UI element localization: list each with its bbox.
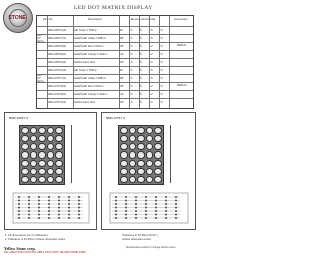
table-cell: 20 [139,84,142,88]
side-group-1: 1.26" 5x7 Matrix [36,34,44,43]
led-dot [47,168,55,175]
table-cell: 2.0 [129,84,133,88]
led-dot [55,160,63,167]
pin-diagram-left [11,191,91,227]
led-dot [129,127,137,134]
led-dot [47,176,55,183]
table-cell: 2.5 [159,76,163,80]
company-logo [3,3,33,33]
footer-company: Yellow Stone corp. [4,246,36,251]
led-dot [129,176,137,183]
led-dot [137,160,145,167]
led-dot [47,127,55,134]
led-dot [120,127,128,134]
table-cell: BMD-10657R(S) [47,44,67,48]
led-dot [154,127,162,134]
table-cell: 2.5 [159,60,163,64]
led-dot [154,160,162,167]
led-dot [38,135,46,142]
led-dot [21,135,29,142]
led-dot [38,160,46,167]
diagram-panel-left [4,112,97,230]
header-dimension: Dimension [174,17,188,21]
page-title: LED DOT MATRIX DISPLAY [74,5,153,11]
table-cell: 20 [139,36,142,40]
led-dot [21,127,29,134]
led-dot [38,176,46,183]
led-dot [137,176,145,183]
table-cell: GaAsP/GaP Red ± 635nm [73,44,104,48]
table-cell: BMD-10657Y(S) [47,36,67,40]
led-dot [47,151,55,158]
table-cell: BMD-10757G(S) [47,68,67,72]
table-cell: 1.2 [149,44,153,48]
led-dot [146,143,154,150]
led-dot [146,127,154,134]
table-column-line [139,16,140,108]
led-dot [30,160,38,167]
table-cell: 2.1 [129,28,133,32]
led-dot [137,135,145,142]
table-cell: 1.2 [149,84,153,88]
led-dot [154,151,162,158]
led-dot [21,160,29,167]
table-cell: 660 [119,100,124,104]
led-dot [129,143,137,150]
table-cell: BMD-10657D(S) [47,60,67,64]
table-cell: 2.5 [159,84,163,88]
table-cell: 2.1 [129,68,133,72]
table-cell: GaAsP/GaP Yellow ± 585nm [73,76,106,80]
table-cell: 1.5 [149,28,153,32]
header-part-no: Part No. [42,17,54,21]
led-dot [38,143,46,150]
table-cell: GaAsP/GaP Orange ± 610nm [73,52,108,56]
led-dot [21,176,29,183]
header-optical: Electro-optical Data [130,17,156,21]
table-cell: 4.0 [149,100,153,104]
led-dot [120,143,128,150]
dim-ref-1: BMD-01 [177,44,187,47]
led-dot [154,176,162,183]
table-cell: 2.5 [159,28,163,32]
diagram-panel-right [101,112,196,230]
table-column-line [159,16,160,108]
led-dot [154,143,162,150]
table-cell: 2.0 [129,44,133,48]
led-dot [47,135,55,142]
footer-contact: TEL:+886-2-XXXX-XXXX FAX:+886-2-XXXX-XXXX YELLOW STONE CORP. [4,251,86,254]
table-cell: 2.5 [159,44,163,48]
led-dot [55,151,63,158]
led-dot [137,127,145,134]
table-cell: 20 [139,100,142,104]
led-dot [30,143,38,150]
logo-text: STONE [8,15,26,21]
table-column-line [73,16,74,108]
dot-matrix-left [19,125,65,185]
table-column-line [149,16,150,108]
table-cell: 20 [139,76,142,80]
table-cell: 585 [119,76,124,80]
table-cell: 2.1 [129,36,133,40]
table-cell: BMD-10757R(S) [47,84,67,88]
spec-table [36,15,194,109]
table-cell: 20 [139,68,142,72]
diagram-label-left: BMD-10657 ⊙ [9,116,29,120]
led-dot [146,151,154,158]
table-cell: 585 [119,36,124,40]
led-dot [137,151,145,158]
led-dot [47,143,55,150]
table-column-line [47,16,48,108]
table-cell: 1.2 [149,92,153,96]
table-cell: GaAlAs Super Red [73,100,95,104]
led-dot [47,160,55,167]
led-dot [30,135,38,142]
table-cell: 1.5 [149,68,153,72]
table-cell: GaAsP/GaP Orange ± 610nm [73,92,108,96]
table-cell: 2.5 [159,36,163,40]
led-dot [146,135,154,142]
led-dot [55,176,63,183]
side-view-right [170,125,195,183]
led-dot [129,135,137,142]
table-cell: 1.5 [149,36,153,40]
table-column-line [129,16,130,108]
led-dot [146,160,154,167]
note-right-1: Tolerance is ±0.25mm(0.01") [122,233,158,237]
led-dot [137,143,145,150]
led-dot [120,176,128,183]
led-dot [38,127,46,134]
table-cell: 2.1 [129,76,133,80]
led-dot [21,168,29,175]
table-cell: 610 [119,52,124,56]
table-cell: 20 [139,92,142,96]
diagram-label-right: BMD-10757 ⊙ [106,116,126,120]
led-dot [129,160,137,167]
header-description: Description [88,17,102,21]
led-dot [38,151,46,158]
dot-matrix-right [118,125,164,185]
led-dot [38,168,46,175]
footer [4,246,196,254]
table-cell: 2.5 [159,68,163,72]
dim-ref-2: BMD-02 [177,84,187,87]
note-left-1: 1. All dimensions are in millimeters. [5,233,49,237]
table-cell: 1.8 [129,60,133,64]
led-dot [55,143,63,150]
led-dot [146,176,154,183]
table-cell: BMD-10657G(S) [47,28,67,32]
table-cell: 1.2 [149,52,153,56]
led-dot [30,168,38,175]
table-cell: 1.5 [149,76,153,80]
led-dot [21,151,29,158]
table-cell: GaAlAs Super Red [73,60,95,64]
table-cell: 4.0 [149,60,153,64]
table-cell: 20 [139,60,142,64]
table-cell: 635 [119,84,124,88]
footer-disclaimer: Specifications subject to change without notice. [126,246,177,249]
table-column-line [119,16,120,108]
table-cell: 20 [139,52,142,56]
table-cell: 2.5 [159,52,163,56]
led-dot [129,168,137,175]
table-cell: 2.5 [159,92,163,96]
table-cell: GaAsP/GaP Red ± 635nm [73,84,104,88]
led-dot [55,135,63,142]
led-dot [55,127,63,134]
table-cell: 1.8 [129,100,133,104]
led-dot [30,151,38,158]
table-cell: 2.5 [159,100,163,104]
table-cell: BMD-10757E(S) [47,92,67,96]
table-cell: BMD-10757Y(S) [47,76,67,80]
table-cell: 635 [119,44,124,48]
side-group-2: 1.26" 5x7 Matrix [36,74,44,83]
table-cell: 20 [139,44,142,48]
led-dot [154,135,162,142]
led-dot [120,160,128,167]
led-dot [30,127,38,134]
led-dot [30,176,38,183]
led-dot [120,151,128,158]
table-cell: 2.0 [129,52,133,56]
led-dot [129,151,137,158]
table-cell: 610 [119,92,124,96]
table-cell: BMD-10757D(S) [47,100,67,104]
table-column-line [169,16,170,108]
led-dot [154,168,162,175]
table-cell: 20 [139,28,142,32]
table-cell: 2.0 [129,92,133,96]
table-cell: GaAsP/GaP Yellow ± 585nm [73,36,106,40]
table-cell: 660 [119,60,124,64]
note-left-2: 2. Tolerance is ±0.25mm unless otherwise noted. [5,237,66,241]
led-dot [137,168,145,175]
note-right-2: unless otherwise noted. [122,237,152,241]
table-cell: GaP Green ± 565nm [73,68,97,72]
led-dot [120,168,128,175]
led-dot [146,168,154,175]
led-dot [21,143,29,150]
led-dot [120,135,128,142]
pin-diagram-right [108,191,190,227]
table-cell: 567 [119,68,124,72]
side-view-left [71,125,96,183]
table-cell: 567 [119,28,124,32]
table-cell: GaP Green ± 565nm [73,28,97,32]
table-cell: BMD-10657E(S) [47,52,67,56]
led-dot [55,168,63,175]
